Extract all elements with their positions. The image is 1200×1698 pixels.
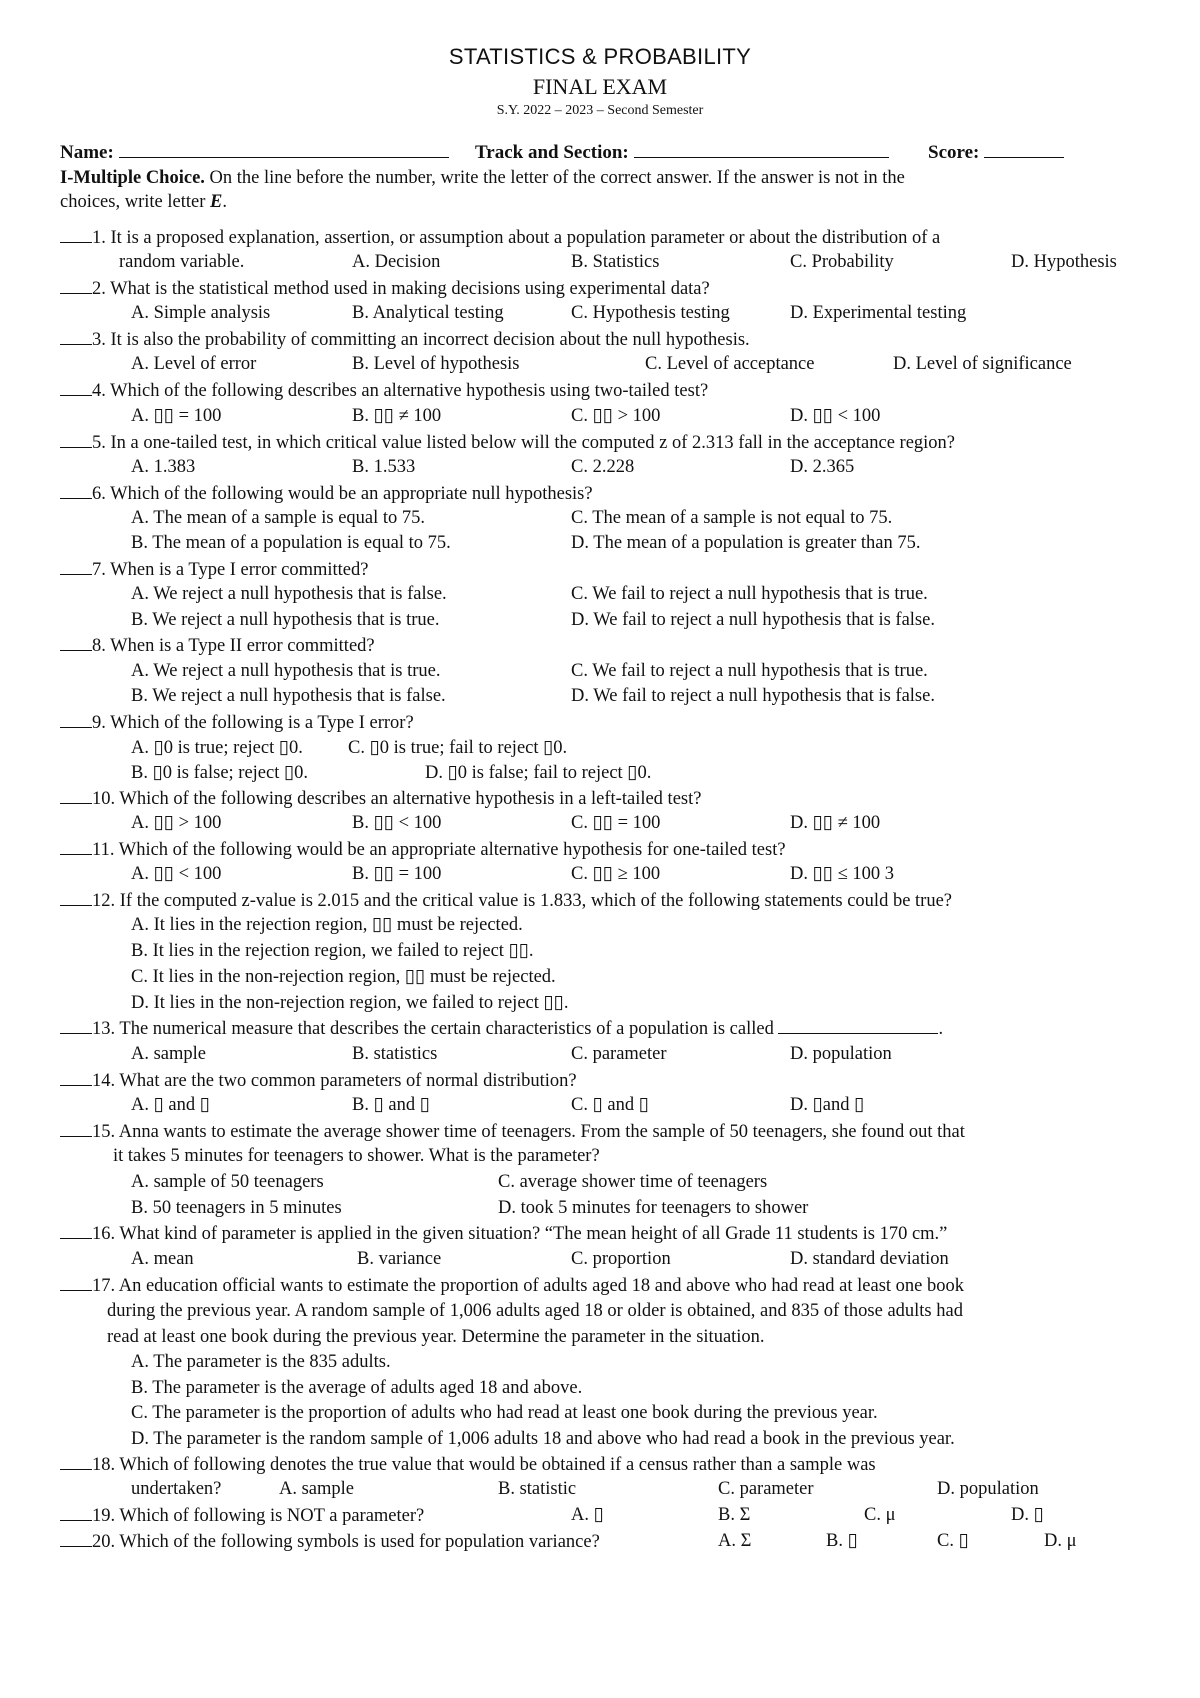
question-stem: 19. Which of following is NOT a parameter? bbox=[92, 1506, 425, 1526]
question-continuation: undertaken? bbox=[131, 1479, 222, 1499]
instructions-line-2 bbox=[60, 190, 227, 214]
option: A. sample bbox=[279, 1479, 355, 1499]
option: D. We fail to reject a null hypothesis that is false. bbox=[571, 686, 935, 706]
option: D. ▯0 is false; fail to reject ▯0. bbox=[425, 763, 652, 783]
option: D. ▯ bbox=[1011, 1505, 1044, 1525]
option: B. ▯ bbox=[826, 1531, 858, 1551]
option: C. Hypothesis testing bbox=[571, 303, 730, 323]
option: B. ▯0 is false; reject ▯0. bbox=[131, 763, 309, 783]
question-stem: 20. Which of the following symbols is used for population variance? bbox=[92, 1532, 600, 1552]
name-label: Name: bbox=[60, 142, 114, 163]
question-stem: 8. When is a Type II error committed? bbox=[92, 636, 375, 656]
answer-blank[interactable] bbox=[60, 1529, 92, 1547]
question-stem: 5. In a one-tailed test, in which critical value listed below will the computed z of 2.313 fall in the acceptance region? bbox=[92, 433, 956, 453]
answer-blank[interactable] bbox=[60, 1221, 92, 1239]
answer-blank[interactable] bbox=[60, 710, 92, 728]
student-info-row bbox=[60, 140, 449, 165]
question-stem: 13. The numerical measure that describes the certain characteristics of a population is called bbox=[92, 1019, 774, 1039]
answer-blank[interactable] bbox=[60, 1119, 92, 1137]
answer-blank[interactable] bbox=[60, 888, 92, 906]
question-3 bbox=[60, 327, 750, 352]
option: B. 1.533 bbox=[352, 457, 416, 477]
option: A. Decision bbox=[352, 252, 441, 272]
subject-title: STATISTICS & PROBABILITY bbox=[448, 44, 752, 69]
letter-e: E bbox=[210, 192, 223, 212]
option: C. μ bbox=[864, 1505, 896, 1525]
option: C. parameter bbox=[571, 1044, 667, 1064]
instructions-text-2: choices, write letter bbox=[60, 192, 210, 212]
option: A. Simple analysis bbox=[131, 303, 271, 323]
school-year: S.Y. 2022 – 2023 – Second Semester bbox=[496, 103, 704, 118]
option: C. proportion bbox=[571, 1249, 671, 1269]
score-label: Score: bbox=[928, 142, 980, 163]
question-2 bbox=[60, 276, 710, 301]
option: D. The mean of a population is greater than 75. bbox=[571, 533, 921, 553]
option: A. sample bbox=[131, 1044, 207, 1064]
question-continuation: random variable. bbox=[119, 252, 245, 272]
option: A. It lies in the rejection region, ▯▯ must be rejected. bbox=[131, 915, 523, 935]
question-stem: 18. Which of following denotes the true value that would be obtained if a census rather than a sample was bbox=[92, 1455, 876, 1475]
question-stem: 7. When is a Type I error committed? bbox=[92, 560, 369, 580]
option: B. We reject a null hypothesis that is false. bbox=[131, 686, 446, 706]
option: D. ▯▯ ≠ 100 bbox=[790, 813, 881, 833]
question-stem: 9. Which of the following is a Type I error? bbox=[92, 713, 414, 733]
option: A. Level of error bbox=[131, 354, 257, 374]
question-14 bbox=[60, 1068, 577, 1093]
option: C. Probability bbox=[790, 252, 894, 272]
answer-blank[interactable] bbox=[60, 430, 92, 448]
option: D. population bbox=[937, 1479, 1039, 1499]
question-stem: 6. Which of the following would be an appropriate null hypothesis? bbox=[92, 484, 593, 504]
option: A. The parameter is the 835 adults. bbox=[131, 1352, 391, 1372]
track-field-group bbox=[475, 140, 889, 165]
answer-blank[interactable] bbox=[60, 481, 92, 499]
option: C. parameter bbox=[718, 1479, 814, 1499]
option: C. The mean of a sample is not equal to 75. bbox=[571, 508, 893, 528]
question-stem: 2. What is the statistical method used in making decisions using experimental data? bbox=[92, 279, 710, 299]
option: B. Analytical testing bbox=[352, 303, 504, 323]
section-heading: I-Multiple Choice. bbox=[60, 168, 205, 188]
option: A. sample of 50 teenagers bbox=[131, 1172, 324, 1192]
track-label: Track and Section: bbox=[475, 142, 629, 163]
name-field[interactable] bbox=[119, 140, 449, 158]
option: B. ▯▯ < 100 bbox=[352, 813, 442, 833]
option: A. ▯0 is true; reject ▯0. bbox=[131, 738, 303, 758]
option: D. standard deviation bbox=[790, 1249, 949, 1269]
track-field[interactable] bbox=[634, 140, 889, 158]
score-field[interactable] bbox=[984, 140, 1064, 158]
option: B. We reject a null hypothesis that is true. bbox=[131, 610, 440, 630]
option: D. Experimental testing bbox=[790, 303, 967, 323]
option: D. μ bbox=[1044, 1531, 1077, 1551]
option: C. ▯▯ > 100 bbox=[571, 406, 661, 426]
option: B. Statistics bbox=[571, 252, 660, 272]
question-stem: 4. Which of the following describes an alternative hypothesis using two-tailed test? bbox=[92, 381, 709, 401]
option: D. ▯▯ < 100 bbox=[790, 406, 881, 426]
option: B. ▯▯ = 100 bbox=[352, 864, 442, 884]
question-12 bbox=[60, 888, 952, 913]
option: D. population bbox=[790, 1044, 892, 1064]
question-16 bbox=[60, 1221, 947, 1246]
answer-blank[interactable] bbox=[60, 786, 92, 804]
option: D. The parameter is the random sample of 1,006 adults 18 and above who had read a book in the previous year. bbox=[131, 1429, 955, 1449]
question-stem: 16. What kind of parameter is applied in the given situation? “The mean height of all Grade 11 students is 170 cm.” bbox=[92, 1224, 948, 1244]
option: B. Level of hypothesis bbox=[352, 354, 520, 374]
question-1 bbox=[60, 225, 940, 250]
option: C. ▯ bbox=[937, 1531, 969, 1551]
instructions-line-1 bbox=[60, 166, 905, 190]
question-11 bbox=[60, 837, 786, 862]
question-7 bbox=[60, 557, 368, 582]
option: B. It lies in the rejection region, we failed to reject ▯▯. bbox=[131, 941, 534, 961]
question-19 bbox=[60, 1503, 424, 1528]
option: A. ▯ bbox=[571, 1505, 604, 1525]
exam-title: FINAL EXAM bbox=[532, 74, 668, 99]
answer-blank[interactable] bbox=[60, 633, 92, 651]
answer-blank[interactable] bbox=[60, 327, 92, 345]
option: C. ▯▯ = 100 bbox=[571, 813, 661, 833]
question-15 bbox=[60, 1119, 965, 1144]
option: D. took 5 minutes for teenagers to shower bbox=[498, 1198, 809, 1218]
question-stem: 14. What are the two common parameters of normal distribution? bbox=[92, 1071, 577, 1091]
question-18 bbox=[60, 1452, 876, 1477]
option: D. 2.365 bbox=[790, 457, 855, 477]
answer-blank[interactable] bbox=[60, 557, 92, 575]
question-8 bbox=[60, 633, 375, 658]
question-continuation: read at least one book during the previous year. Determine the parameter in the situation. bbox=[107, 1327, 765, 1347]
option: D. It lies in the non-rejection region, we failed to reject ▯▯. bbox=[131, 993, 569, 1013]
option: A. ▯▯ < 100 bbox=[131, 864, 222, 884]
question-17 bbox=[60, 1273, 964, 1298]
option: B. statistics bbox=[352, 1044, 438, 1064]
question-13 bbox=[60, 1016, 943, 1041]
answer-blank[interactable] bbox=[60, 1068, 92, 1086]
question-6 bbox=[60, 481, 593, 506]
option: C. We fail to reject a null hypothesis that is true. bbox=[571, 584, 928, 604]
question-continuation: it takes 5 minutes for teenagers to shower. What is the parameter? bbox=[113, 1146, 600, 1166]
option: A. We reject a null hypothesis that is true. bbox=[131, 661, 441, 681]
answer-blank[interactable] bbox=[60, 378, 92, 396]
answer-blank[interactable] bbox=[60, 225, 92, 243]
option: D. ▯and ▯ bbox=[790, 1095, 865, 1115]
option: A. mean bbox=[131, 1249, 194, 1269]
option: B. Σ bbox=[718, 1505, 751, 1525]
answer-blank[interactable] bbox=[60, 1452, 92, 1470]
option: B. ▯ and ▯ bbox=[352, 1095, 430, 1115]
option: C. It lies in the non-rejection region, ▯▯ must be rejected. bbox=[131, 967, 556, 987]
option: A. The mean of a sample is equal to 75. bbox=[131, 508, 426, 528]
question-stem: 17. An education official wants to estimate the proportion of adults aged 18 and above who had read at least one book bbox=[92, 1276, 965, 1296]
option: B. statistic bbox=[498, 1479, 577, 1499]
option: B. 50 teenagers in 5 minutes bbox=[131, 1198, 342, 1218]
option: D. We fail to reject a null hypothesis that is false. bbox=[571, 610, 935, 630]
option: C. ▯0 is true; fail to reject ▯0. bbox=[348, 738, 568, 758]
option: C. We fail to reject a null hypothesis that is true. bbox=[571, 661, 928, 681]
question-stem: 12. If the computed z-value is 2.015 and the critical value is 1.833, which of the following statements could be true? bbox=[92, 891, 953, 911]
fill-in-blank[interactable] bbox=[778, 1016, 938, 1034]
question-continuation: during the previous year. A random sample of 1,006 adults aged 18 or older is obtained, and 835 of those adults had bbox=[107, 1301, 963, 1321]
option: A. ▯ and ▯ bbox=[131, 1095, 210, 1115]
instructions-period: . bbox=[222, 192, 227, 212]
score-field-group bbox=[928, 140, 1064, 165]
answer-blank[interactable] bbox=[60, 276, 92, 294]
answer-blank[interactable] bbox=[60, 1273, 92, 1291]
option: C. Level of acceptance bbox=[645, 354, 815, 374]
question-10 bbox=[60, 786, 701, 811]
option: A. ▯▯ > 100 bbox=[131, 813, 222, 833]
option: B. The parameter is the average of adults aged 18 and above. bbox=[131, 1378, 583, 1398]
question-20 bbox=[60, 1529, 600, 1554]
instructions-text: On the line before the number, write the letter of the correct answer. If the answer is not in the bbox=[204, 168, 905, 188]
question-stem: 3. It is also the probability of committing an incorrect decision about the null hypothesis. bbox=[92, 330, 750, 350]
question-9 bbox=[60, 710, 414, 735]
answer-blank[interactable] bbox=[60, 837, 92, 855]
option: A. We reject a null hypothesis that is false. bbox=[131, 584, 447, 604]
question-stem: 11. Which of the following would be an appropriate alternative hypothesis for one-tailed test? bbox=[92, 840, 786, 860]
question-5 bbox=[60, 430, 955, 455]
option: C. ▯ and ▯ bbox=[571, 1095, 649, 1115]
option: D. ▯▯ ≤ 100 3 bbox=[790, 864, 894, 884]
option: B. ▯▯ ≠ 100 bbox=[352, 406, 442, 426]
answer-blank[interactable] bbox=[60, 1503, 92, 1521]
question-stem: 15. Anna wants to estimate the average shower time of teenagers. From the sample of 50 teenagers, she found out that bbox=[92, 1122, 965, 1142]
answer-blank[interactable] bbox=[60, 1016, 92, 1034]
option: D. Hypothesis bbox=[1011, 252, 1117, 272]
option: A. 1.383 bbox=[131, 457, 196, 477]
option: A. ▯▯ = 100 bbox=[131, 406, 222, 426]
option: B. variance bbox=[357, 1249, 442, 1269]
option: A. Σ bbox=[718, 1531, 752, 1551]
option: C. 2.228 bbox=[571, 457, 635, 477]
question-stem: 10. Which of the following describes an alternative hypothesis in a left-tailed test? bbox=[92, 789, 702, 809]
option: B. The mean of a population is equal to 75. bbox=[131, 533, 451, 553]
option: D. Level of significance bbox=[893, 354, 1072, 374]
stem-end: . bbox=[938, 1019, 944, 1039]
option: C. The parameter is the proportion of adults who had read at least one book during the previous year. bbox=[131, 1403, 878, 1423]
question-stem: 1. It is a proposed explanation, assertion, or assumption about a population parameter or about the distribution of a bbox=[92, 228, 941, 248]
option: C. average shower time of teenagers bbox=[498, 1172, 768, 1192]
option: C. ▯▯ ≥ 100 bbox=[571, 864, 661, 884]
question-4 bbox=[60, 378, 708, 403]
